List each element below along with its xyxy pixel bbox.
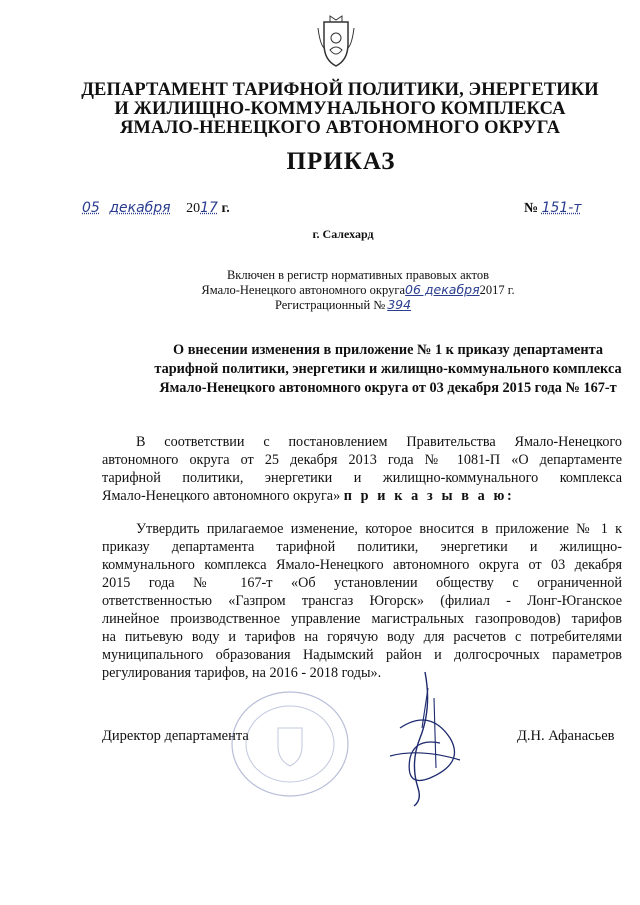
paragraph-2-line-9: регулирования тарифов, на 2016 - 2018 годы».	[102, 665, 382, 681]
registry-number-label: Регистрационный №	[274, 298, 386, 312]
paragraph-2-line-3: коммунального комплекса Ямало-Ненецкого автономного округа от 03 декабря	[102, 557, 622, 573]
department-name-line-2: И ЖИЛИЩНО-КОММУНАЛЬНОГО КОМПЛЕКСА	[114, 99, 566, 119]
department-name-line-3: ЯМАЛО-НЕНЕЦКОГО АВТОНОМНОГО ОКРУГА	[119, 118, 561, 138]
paragraph-2-line-5: ответственностью «Газпром трансгаз Югорск» (филиал - Лонг-Юганское	[102, 593, 622, 609]
paragraph-1-line-4-text: Ямало-Ненецкого автономного округа»	[102, 488, 341, 504]
registry-line-2-suffix: 2017 г.	[479, 283, 515, 297]
order-verb: п р и к а з ы в а ю:	[343, 488, 515, 504]
number-prefix: №	[524, 201, 539, 216]
registry-date: 06 декабря	[405, 282, 480, 297]
date-day: 05	[82, 200, 100, 216]
order-title-line-3: Ямало-Ненецкого автономного округа от 03 декабря 2015 года № 167-т	[159, 380, 617, 396]
document-type: ПРИКАЗ	[286, 148, 396, 175]
date-month: декабря	[109, 200, 171, 216]
registry-line-2-prefix: Ямало-Ненецкого автономного округа	[201, 283, 406, 297]
order-title-line-1: О внесении изменения в приложение № 1 к приказу департамента	[173, 342, 603, 358]
paragraph-2-line-4: 2015 года № 167-т «Об установлении обществу с ограниченной	[102, 575, 622, 591]
order-title-line-2: тарифной политики, энергетики и жилищно-коммунального комплекса	[154, 361, 622, 377]
paragraph-1-line-3: тарифной политики, энергетики и жилищно-коммунального комплекса	[102, 470, 622, 486]
paragraph-2-line-2: приказу департамента тарифной политики, энергетики и жилищно-	[102, 539, 622, 555]
registry-line-1: Включен в регистр нормативных правовых актов	[226, 268, 490, 282]
order-date	[82, 200, 230, 217]
director-name: Д.Н. Афанасьев	[517, 728, 615, 744]
date-year-prefix: 20	[186, 201, 201, 216]
registry-line-3	[38, 297, 640, 313]
paragraph-2-line-7: на питьевую воду и тарифов на горячую воду для расчетов с потребителями	[102, 629, 622, 645]
date-year-suffix: 17	[200, 200, 218, 216]
date-suffix: г.	[221, 201, 230, 216]
paragraph-2-line-1: Утвердить прилагаемое изменение, которое вносится в приложение № 1 к	[136, 521, 622, 537]
paragraph-1-line-2: автономного округа от 25 декабря 2013 года № 1081-П «О департаменте	[102, 452, 622, 468]
handwritten-signature-icon	[370, 668, 480, 808]
registry-line-2	[38, 282, 640, 298]
coat-of-arms-icon	[316, 14, 356, 68]
paragraph-1-line-4	[102, 487, 622, 505]
paragraph-2-line-8: муниципального образования Надымский район и долгосрочных параметров	[102, 647, 622, 663]
order-number	[524, 200, 582, 217]
number-value: 151-т	[541, 200, 582, 216]
paragraph-2-line-6: линейное производственное управление магистральных газопроводов) тарифов	[102, 611, 622, 627]
director-position: Директор департамента	[102, 728, 249, 744]
paragraph-1-line-1: В соответствии с постановлением Правительства Ямало-Ненецкого	[136, 434, 622, 450]
city: г. Салехард	[312, 227, 374, 241]
registry-number: 394	[387, 297, 412, 312]
department-name-line-1: ДЕПАРТАМЕНТ ТАРИФНОЙ ПОЛИТИКИ, ЭНЕРГЕТИКИ	[81, 80, 599, 100]
